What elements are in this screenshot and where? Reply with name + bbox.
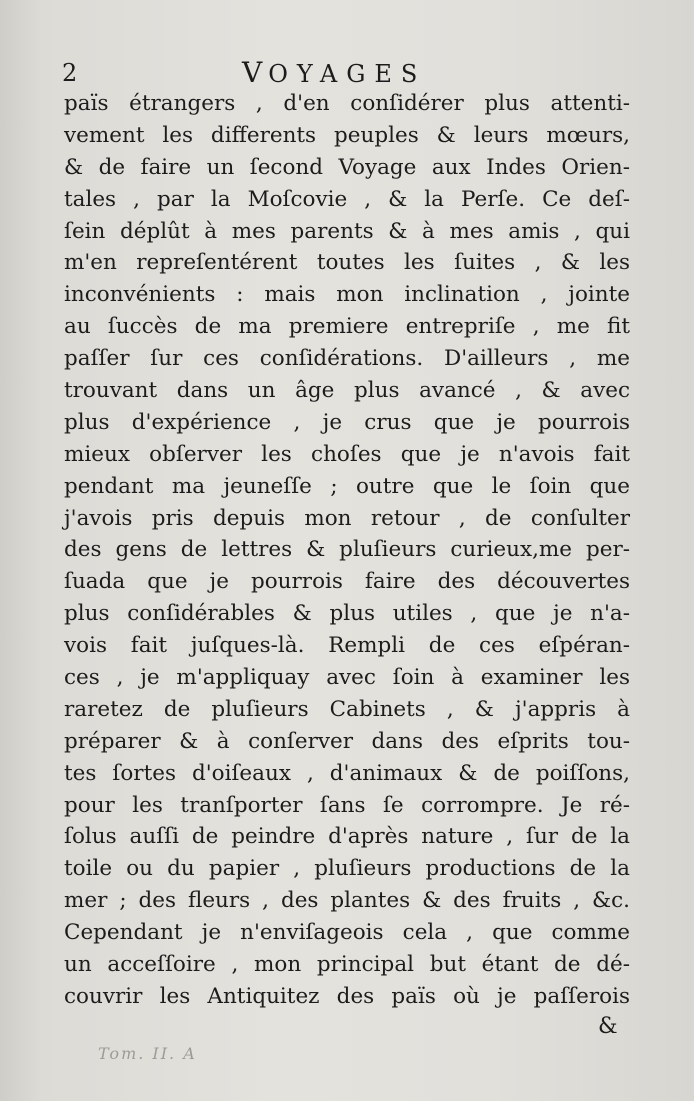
text-line: ces , je m'appliquay avec ſoin à examiner les xyxy=(64,665,630,691)
text-line: pour les tranſporter ſans ſe corrompre. Je ré- xyxy=(64,792,630,818)
text-line: mieux obſerver les choſes que je n'avois fait xyxy=(64,441,630,467)
text-line: paſſer ſur ces conſidérations. D'ailleurs , me xyxy=(64,346,630,372)
text-line: Cependant je n'enviſageois cela , que comme xyxy=(64,920,630,946)
text-line: j'avois pris depuis mon retour , de conſulter xyxy=(64,505,630,531)
text-line: trouvant dans un âge plus avancé , & avec xyxy=(64,378,630,404)
text-line: tes ſortes d'oiſeaux , d'animaux & de poiſſons, xyxy=(64,760,630,786)
text-line: au ſuccès de ma premiere entrepriſe , me fit xyxy=(64,314,630,340)
text-line: m'en repreſentérent toutes les ſuites , & les xyxy=(64,250,630,276)
running-head-initial: V xyxy=(242,56,269,89)
text-line: plus conſidérables & plus utiles , que je n'a- xyxy=(64,601,630,627)
text-line: inconvénients : mais mon inclination , jointe xyxy=(64,282,630,308)
text-line: pendant ma jeuneſſe ; outre que le ſoin que xyxy=(64,473,630,499)
text-line: toile ou du papier , pluſieurs productions de la xyxy=(64,856,630,882)
text-line: plus d'expérience , je crus que je pourrois xyxy=(64,409,630,435)
text-line: raretez de pluſieurs Cabinets , & j'appris à xyxy=(64,696,630,722)
text-line: ſein déplût à mes parents & à mes amis , qui xyxy=(64,218,630,244)
text-line: couvrir les Antiquitez des païs où je paſſerois xyxy=(64,983,630,1009)
page-header xyxy=(62,56,622,90)
text-line: préparer & à conſerver dans des eſprits tou- xyxy=(64,728,630,754)
text-line: un acceſſoire , mon principal but étant de dé- xyxy=(64,952,630,978)
text-line: vois fait juſques-là. Rempli de ces eſpéran- xyxy=(64,633,630,659)
signature-mark: Tom. II. A xyxy=(98,1044,197,1063)
running-head xyxy=(242,56,426,91)
text-line: vement les differents peuples & leurs mœurs, xyxy=(64,122,630,148)
running-head-rest: OYAGES xyxy=(268,60,427,88)
text-line: tales , par la Moſcovie , & la Perſe. Ce deſ- xyxy=(64,186,630,212)
body-text xyxy=(64,88,630,1013)
text-line: des gens de lettres & pluſieurs curieux,me per- xyxy=(64,537,630,563)
text-line: païs étrangers , d'en conſidérer plus attenti- xyxy=(64,91,630,116)
text-line: ſolus auſſi de peindre d'après nature , ſur de la xyxy=(64,824,630,850)
text-line: ſuada que je pourrois faire des découvertes xyxy=(64,569,630,595)
text-line: mer ; des fleurs , des plantes & des fruits , &c. xyxy=(64,888,630,914)
catchword: & xyxy=(598,1014,618,1039)
page-number: 2 xyxy=(62,59,78,87)
text-line: & de faire un ſecond Voyage aux Indes Orien- xyxy=(64,154,630,180)
